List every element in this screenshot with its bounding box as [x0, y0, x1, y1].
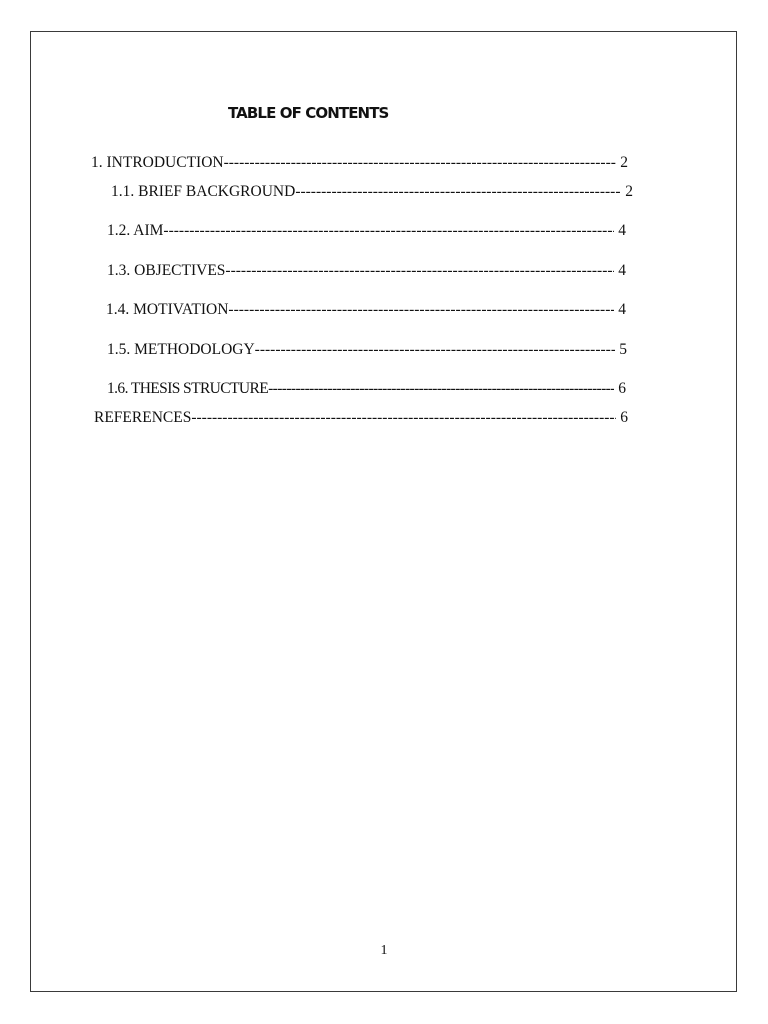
toc-entry-label: 1.1. BRIEF BACKGROUND	[111, 183, 296, 200]
toc-dot-leader	[255, 340, 616, 360]
toc-entry-page: 4	[618, 301, 626, 318]
toc-entry-label: 1.6. THESIS STRUCTURE	[107, 380, 269, 397]
toc-entry-methodology	[107, 340, 627, 360]
toc-dot-leader	[225, 261, 614, 281]
toc-entry-page: 2	[620, 154, 628, 171]
toc-dot-leader	[268, 379, 614, 399]
toc-entry-label: 1.3. OBJECTIVES	[107, 262, 226, 279]
toc-entry-page: 2	[625, 183, 633, 200]
toc-entry-motivation	[106, 300, 626, 320]
toc-entry-page: 4	[618, 262, 626, 279]
toc-entry-label: 1.4. MOTIVATION	[106, 301, 229, 318]
toc-entry-label: 1.5. METHODOLOGY	[107, 341, 255, 358]
toc-entry-page: 4	[618, 222, 626, 239]
toc-entry-label: 1. INTRODUCTION	[91, 154, 224, 171]
toc-entry-objectives	[107, 261, 626, 281]
page-frame	[30, 31, 737, 992]
toc-dot-leader	[295, 182, 621, 202]
toc-dot-leader	[163, 221, 614, 241]
toc-entry-aim	[107, 221, 626, 241]
toc-dot-leader	[228, 300, 614, 320]
toc-entry-page: 5	[619, 341, 627, 358]
toc-entry-brief-background	[111, 182, 633, 202]
toc-entry-references	[94, 408, 628, 428]
toc-entry-page: 6	[618, 380, 626, 397]
toc-entry-introduction	[91, 153, 628, 173]
page-number: 1	[380, 943, 388, 958]
toc-dot-leader	[191, 408, 616, 428]
toc-entry-label: 1.2. AIM	[107, 222, 164, 239]
toc-entry-label: REFERENCES	[94, 409, 192, 426]
toc-dot-leader	[224, 153, 617, 173]
toc-entry-page: 6	[620, 409, 628, 426]
toc-entry-thesis-structure	[107, 379, 626, 399]
page-title: TABLE OF CONTENTS	[228, 104, 389, 122]
